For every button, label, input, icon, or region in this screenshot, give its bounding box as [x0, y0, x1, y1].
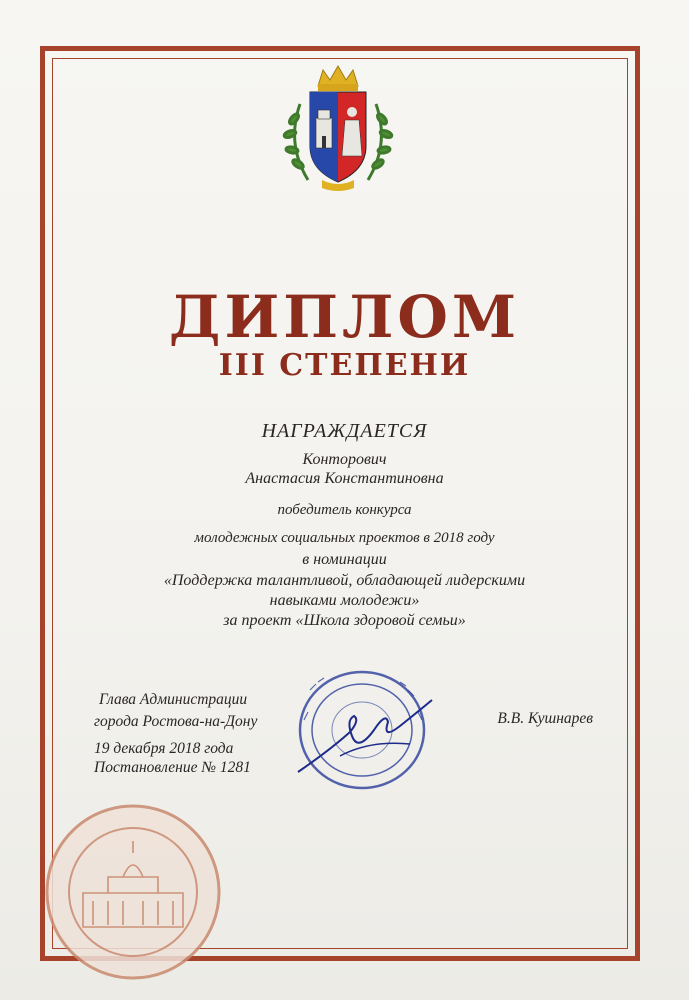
recipient-surname: Конторович — [302, 451, 387, 468]
red-embossed-seal-icon — [38, 797, 228, 987]
recipient-given-names: Анастасия Константиновна — [245, 470, 444, 487]
signer-name: В.В. Кушнарев — [497, 710, 593, 727]
resolution-number: Постановление № 1281 — [94, 759, 251, 776]
winner-line: победитель конкурса — [277, 502, 412, 518]
blue-official-stamp-icon — [290, 660, 440, 800]
awarded-heading: НАГРАЖДАЕТСЯ — [261, 420, 428, 442]
position-line-1: Глава Администрации — [99, 691, 248, 708]
diploma-degree: III СТЕПЕНИ — [218, 348, 471, 383]
diploma-title: ДИПЛОМ — [168, 283, 521, 351]
position-line-2: города Ростова-на-Дону — [94, 713, 258, 730]
nomination-line-2: навыками молодежи» — [269, 592, 420, 609]
contest-line: молодежных социальных проектов в 2018 году — [194, 530, 495, 546]
nomination-line-1: «Поддержка талантливой, обладающей лидерскими — [163, 572, 526, 589]
issue-date: 19 декабря 2018 года — [94, 740, 234, 757]
project-line: за проект «Школа здоровой семьи» — [223, 612, 466, 629]
nomination-intro: в номинации — [302, 551, 387, 568]
city-coat-of-arms-icon — [278, 64, 398, 194]
